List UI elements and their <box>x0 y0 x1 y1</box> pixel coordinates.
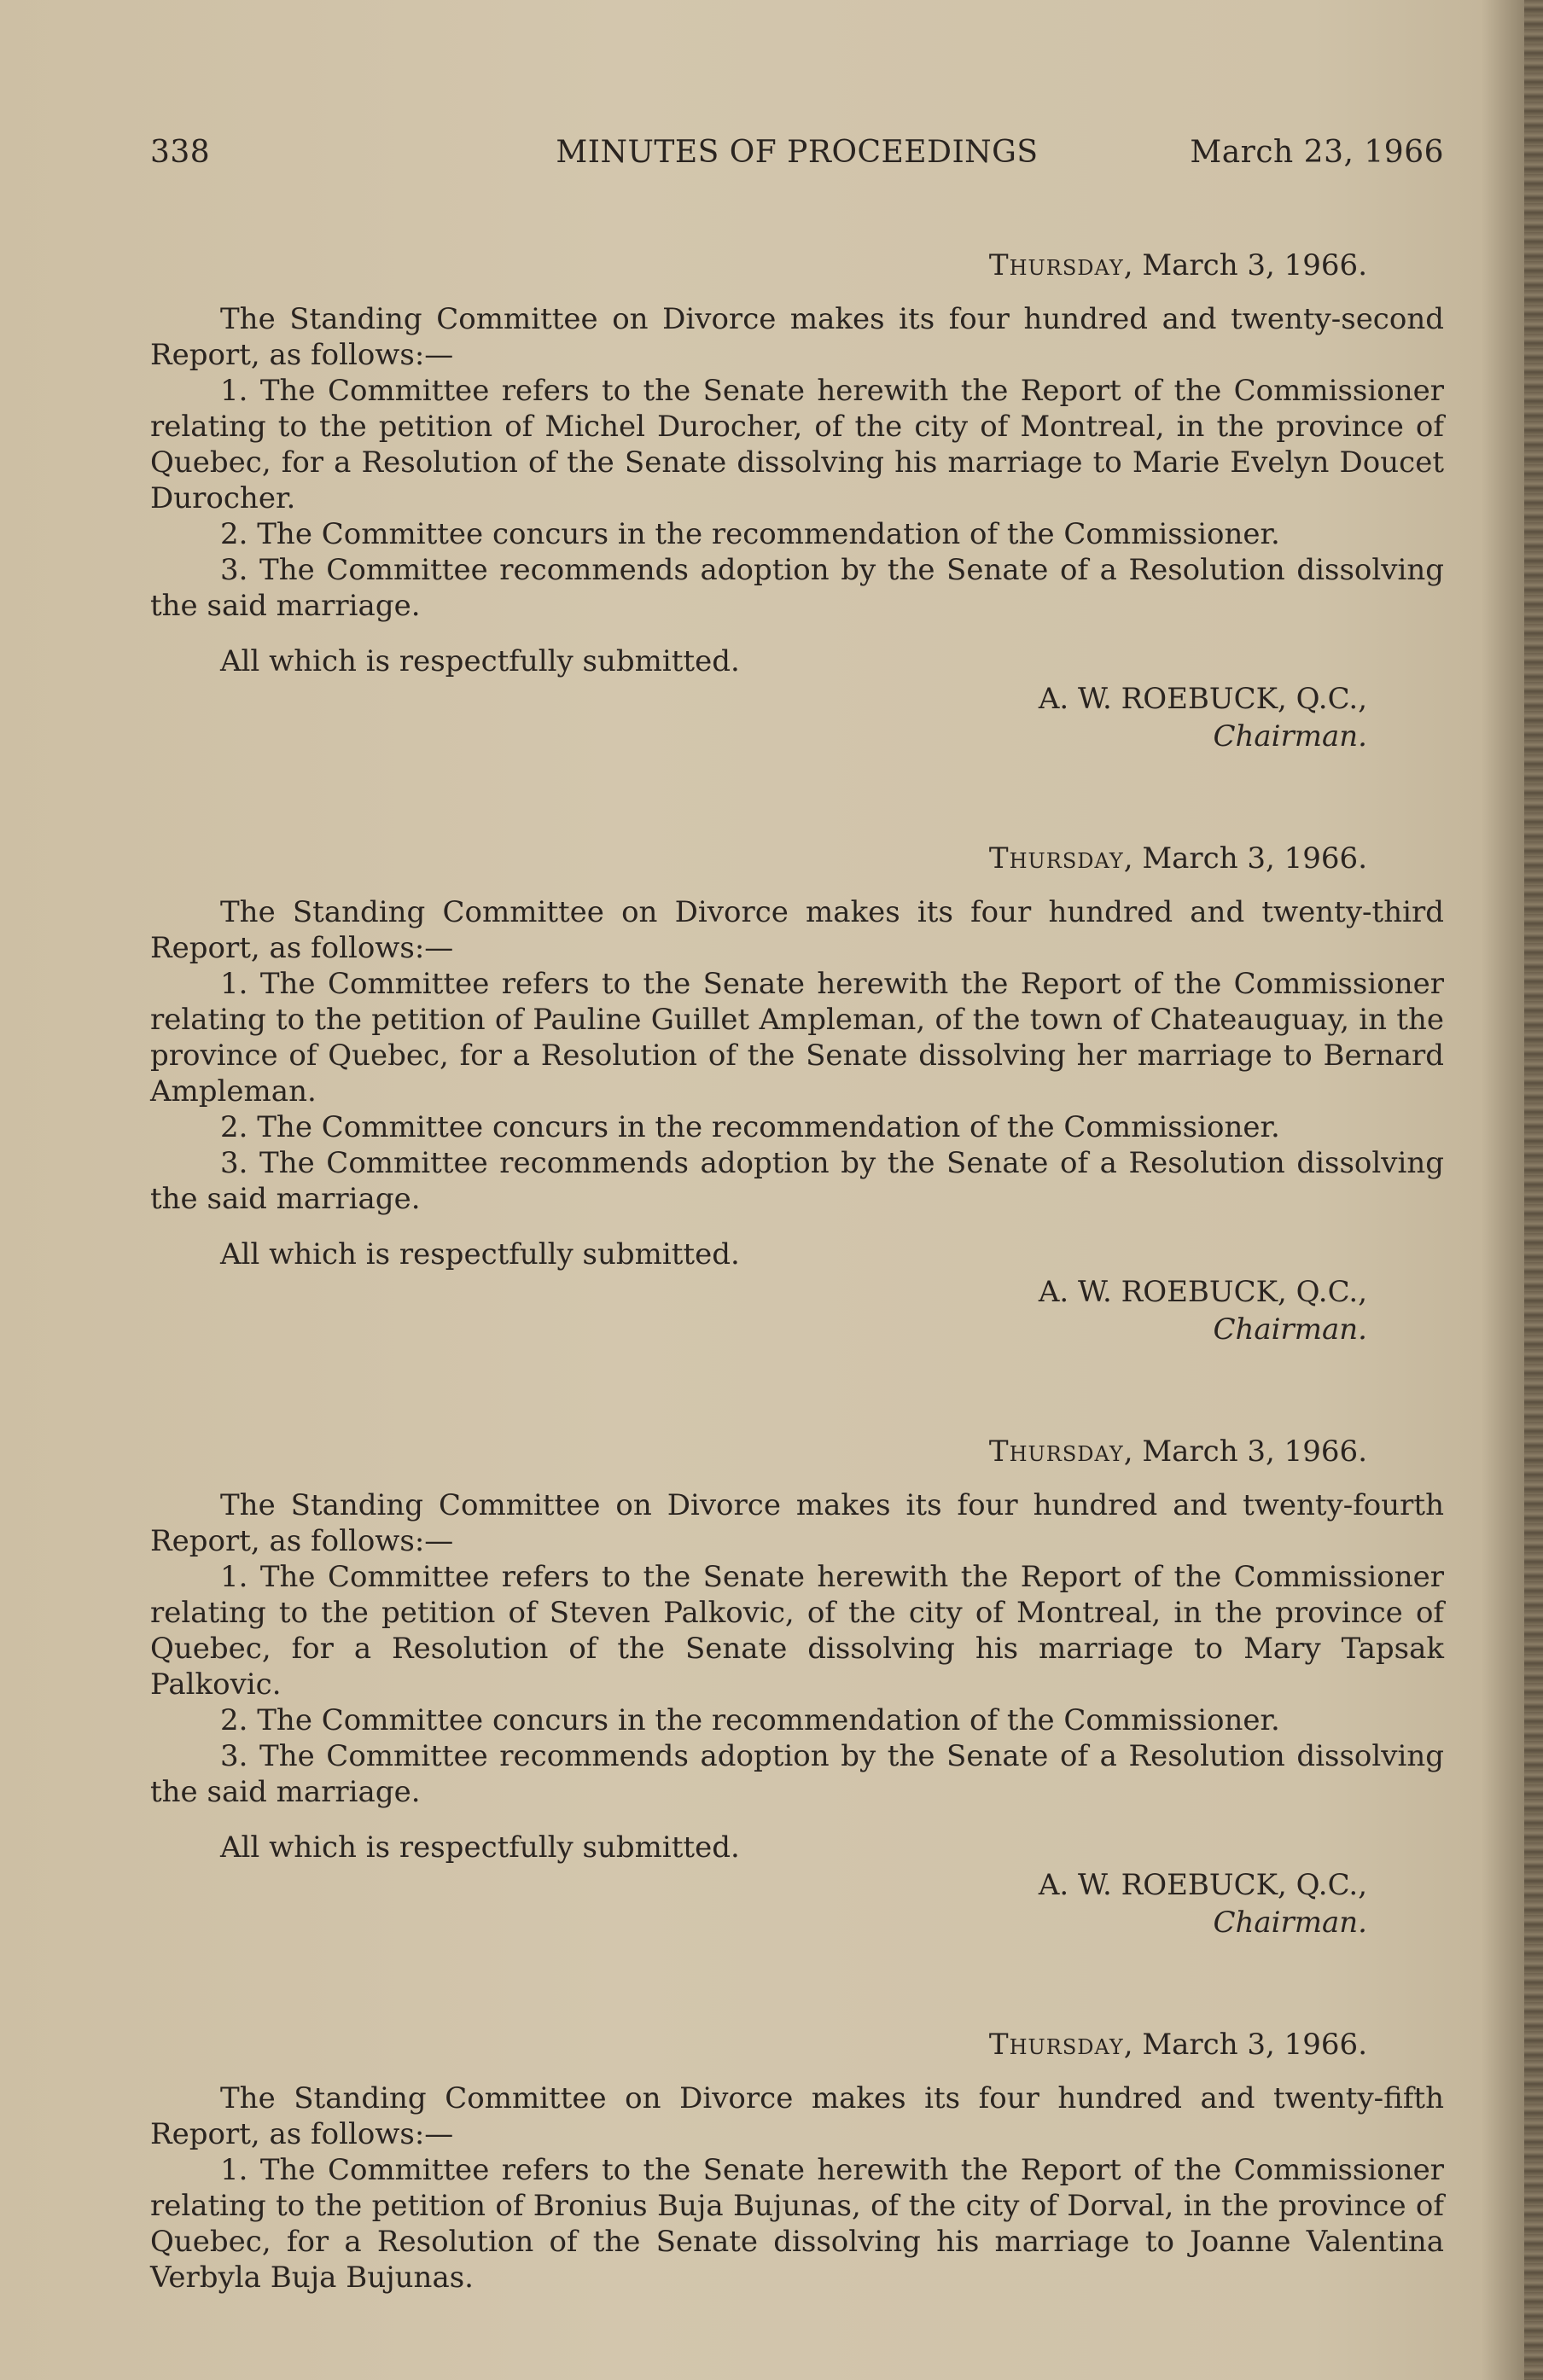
signer-name: A. W. ROEBUCK, Q.C., <box>1038 1868 1367 1902</box>
report-day: Thursday <box>988 1434 1124 1469</box>
report-date-text: , March 3, 1966. <box>1123 2028 1367 2062</box>
page-number: 338 <box>150 135 211 170</box>
report-item-1: 1. The Committee refers to the Senate herewith the Report of the Commissioner relating to the petition of Steven Palkovic, of the city of Montreal, in the province of Quebec, for a Resolution of the Senate dissolving his marriage to Mary Tapsak Palkovic. <box>150 1560 1444 1702</box>
signer-name: A. W. ROEBUCK, Q.C., <box>1038 682 1367 716</box>
report-item-2: 2. The Committee concurs in the recommendation of the Commissioner. <box>220 517 1280 551</box>
report-date-text: , March 3, 1966. <box>1123 248 1367 282</box>
submitted-line: All which is respectfully submitted. <box>220 1830 740 1865</box>
signer-name: A. W. ROEBUCK, Q.C., <box>1038 1275 1367 1309</box>
report-day: Thursday <box>988 841 1124 876</box>
report-425 <box>150 2022 1444 2296</box>
report-intro: The Standing Committee on Divorce makes its four hundred and twenty-fourth Report, as follows:— <box>150 1488 1444 1558</box>
report-item-1: 1. The Committee refers to the Senate herewith the Report of the Commissioner relating to the petition of Bronius Buja Bujunas, of the city of Dorval, in the province of Quebec, for a Resolution of the Senate dissolving his marriage to Joanne Valentina Verbyla Buja Bujunas. <box>150 2153 1444 2295</box>
report-day: Thursday <box>988 248 1124 282</box>
running-header <box>150 135 1444 179</box>
report-intro: The Standing Committee on Divorce makes its four hundred and twenty-fifth Report, as follows:— <box>150 2081 1444 2151</box>
report-424 <box>150 1429 1444 1941</box>
submitted-line: All which is respectfully submitted. <box>220 1237 740 1271</box>
report-date <box>150 2022 1444 2067</box>
report-item-1: 1. The Committee refers to the Senate herewith the Report of the Commissioner relating to the petition of Michel Durocher, of the city of Montreal, in the province of Quebec, for a Resolution of the Senate dissolving his marriage to Marie Evelyn Doucet Durocher. <box>150 374 1444 515</box>
book-spine-edge <box>1524 0 1543 2380</box>
report-date-text: , March 3, 1966. <box>1123 1434 1367 1469</box>
report-date-text: , March 3, 1966. <box>1123 841 1367 876</box>
report-date <box>150 243 1444 288</box>
report-intro: The Standing Committee on Divorce makes its four hundred and twenty-third Report, as follows:— <box>150 895 1444 965</box>
report-item-3: 3. The Committee recommends adoption by the Senate of a Resolution dissolving the said marriage. <box>150 553 1444 623</box>
signer-title: Chairman. <box>1213 1312 1367 1347</box>
report-date <box>150 836 1444 881</box>
report-423 <box>150 836 1444 1348</box>
report-item-1: 1. The Committee refers to the Senate herewith the Report of the Commissioner relating to the petition of Pauline Guillet Ampleman, of the town of Chateauguay, in the province of Quebec, for a Resolution of the Senate dissolving her marriage to Bernard Ampleman. <box>150 967 1444 1109</box>
signer-title: Chairman. <box>1213 719 1367 754</box>
report-intro: The Standing Committee on Divorce makes its four hundred and twenty-second Report, as follows:— <box>150 302 1444 372</box>
report-item-3: 3. The Committee recommends adoption by the Senate of a Resolution dissolving the said marriage. <box>150 1739 1444 1809</box>
report-422 <box>150 243 1444 755</box>
header-date: March 23, 1966 <box>1190 135 1444 170</box>
report-item-2: 2. The Committee concurs in the recommendation of the Commissioner. <box>220 1703 1280 1737</box>
report-day: Thursday <box>988 2028 1124 2062</box>
submitted-line: All which is respectfully submitted. <box>220 644 740 678</box>
running-title: MINUTES OF PROCEEDINGS <box>556 135 1039 170</box>
signer-title: Chairman. <box>1213 1906 1367 1940</box>
report-item-2: 2. The Committee concurs in the recommendation of the Commissioner. <box>220 1110 1280 1144</box>
report-item-3: 3. The Committee recommends adoption by the Senate of a Resolution dissolving the said marriage. <box>150 1146 1444 1216</box>
report-date <box>150 1429 1444 1474</box>
